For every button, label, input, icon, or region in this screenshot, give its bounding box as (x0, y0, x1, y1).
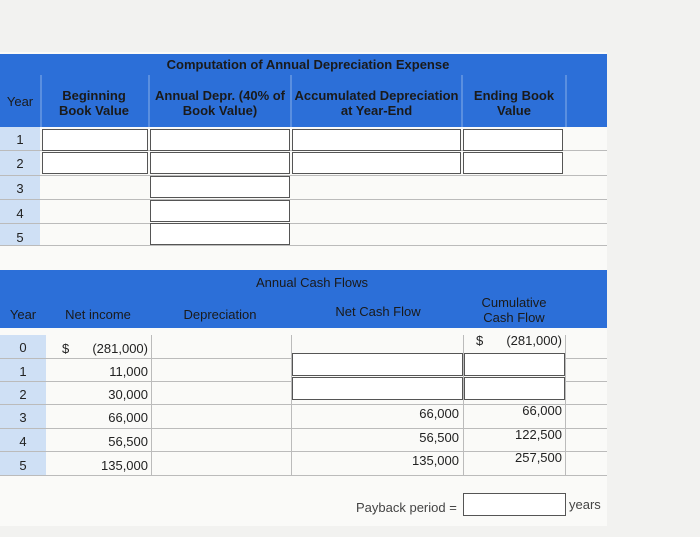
cumulative-input-1[interactable] (464, 353, 565, 376)
annual-depr-input-3[interactable] (150, 176, 290, 198)
net-income-value: (281,000) (92, 341, 148, 356)
table1-year: 1 (16, 132, 24, 147)
beginning-book-value-input-1[interactable] (42, 129, 148, 151)
net-income-value: 11,000 (109, 364, 148, 379)
table1-year: 4 (16, 206, 24, 221)
table2-year-column (0, 335, 46, 475)
ending-book-value-input-1[interactable] (463, 129, 563, 151)
cumulative-value: 257,500 (515, 450, 562, 465)
annual-depr-input-4[interactable] (150, 200, 290, 222)
annual-depr-input-2[interactable] (150, 152, 290, 174)
net-income-value: 66,000 (108, 410, 148, 425)
table1-year: 2 (16, 156, 24, 171)
cumulative-value: 122,500 (515, 427, 562, 442)
net-income-value: 56,500 (108, 434, 148, 449)
table1-col-beginning: Beginning Book Value (58, 88, 130, 118)
net-cash-flow-input-2[interactable] (292, 377, 463, 400)
accumulated-depr-input-2[interactable] (292, 152, 461, 174)
annual-depr-input-1[interactable] (150, 129, 290, 151)
table2-year: 3 (19, 410, 27, 425)
table1-year: 5 (16, 230, 24, 245)
table2-col-net-cash-flow: Net Cash Flow (335, 304, 421, 319)
cumulative-input-2[interactable] (464, 377, 565, 400)
table1-col-year: Year (6, 94, 34, 109)
payback-period-label: Payback period = (356, 500, 457, 515)
net-cash-flow-value: 66,000 (419, 406, 459, 421)
table1-col-ending: Ending Book Value (473, 88, 555, 118)
cumulative-value: (281,000) (506, 333, 562, 348)
table2-col-net-income: Net income (65, 307, 131, 322)
table2-year: 1 (19, 364, 27, 379)
cumulative-value: 66,000 (522, 403, 562, 418)
table2-year: 0 (19, 340, 27, 355)
ending-book-value-input-2[interactable] (463, 152, 563, 174)
payback-period-unit: years (569, 497, 601, 512)
table2-col-depreciation: Depreciation (183, 307, 257, 322)
net-cash-flow-value: 56,500 (419, 430, 459, 445)
table2-col-year: Year (9, 307, 37, 322)
net-cash-flow-input-1[interactable] (292, 353, 463, 376)
net-income-value: 30,000 (108, 387, 148, 402)
net-income-value: 135,000 (101, 458, 148, 473)
cumulative-dollar-sign: $ (476, 333, 484, 348)
net-income-dollar-sign: $ (62, 341, 70, 356)
accumulated-depr-input-1[interactable] (292, 129, 461, 151)
table2-year: 5 (19, 458, 27, 473)
table2-year: 2 (19, 387, 27, 402)
table1-year: 3 (16, 181, 24, 196)
payback-period-input[interactable] (463, 493, 566, 516)
table2-year: 4 (19, 434, 27, 449)
table1-title: Computation of Annual Depreciation Expense (166, 57, 450, 72)
annual-depr-input-5[interactable] (150, 223, 290, 245)
table1-col-accumulated: Accumulated Depreciation at Year-End (294, 88, 459, 118)
beginning-book-value-input-2[interactable] (42, 152, 148, 174)
table2-col-cumulative: Cumulative Cash Flow (481, 295, 547, 325)
table2-title: Annual Cash Flows (256, 275, 368, 290)
table1-col-annual: Annual Depr. (40% of Book Value) (154, 88, 286, 118)
net-cash-flow-value: 135,000 (412, 453, 459, 468)
